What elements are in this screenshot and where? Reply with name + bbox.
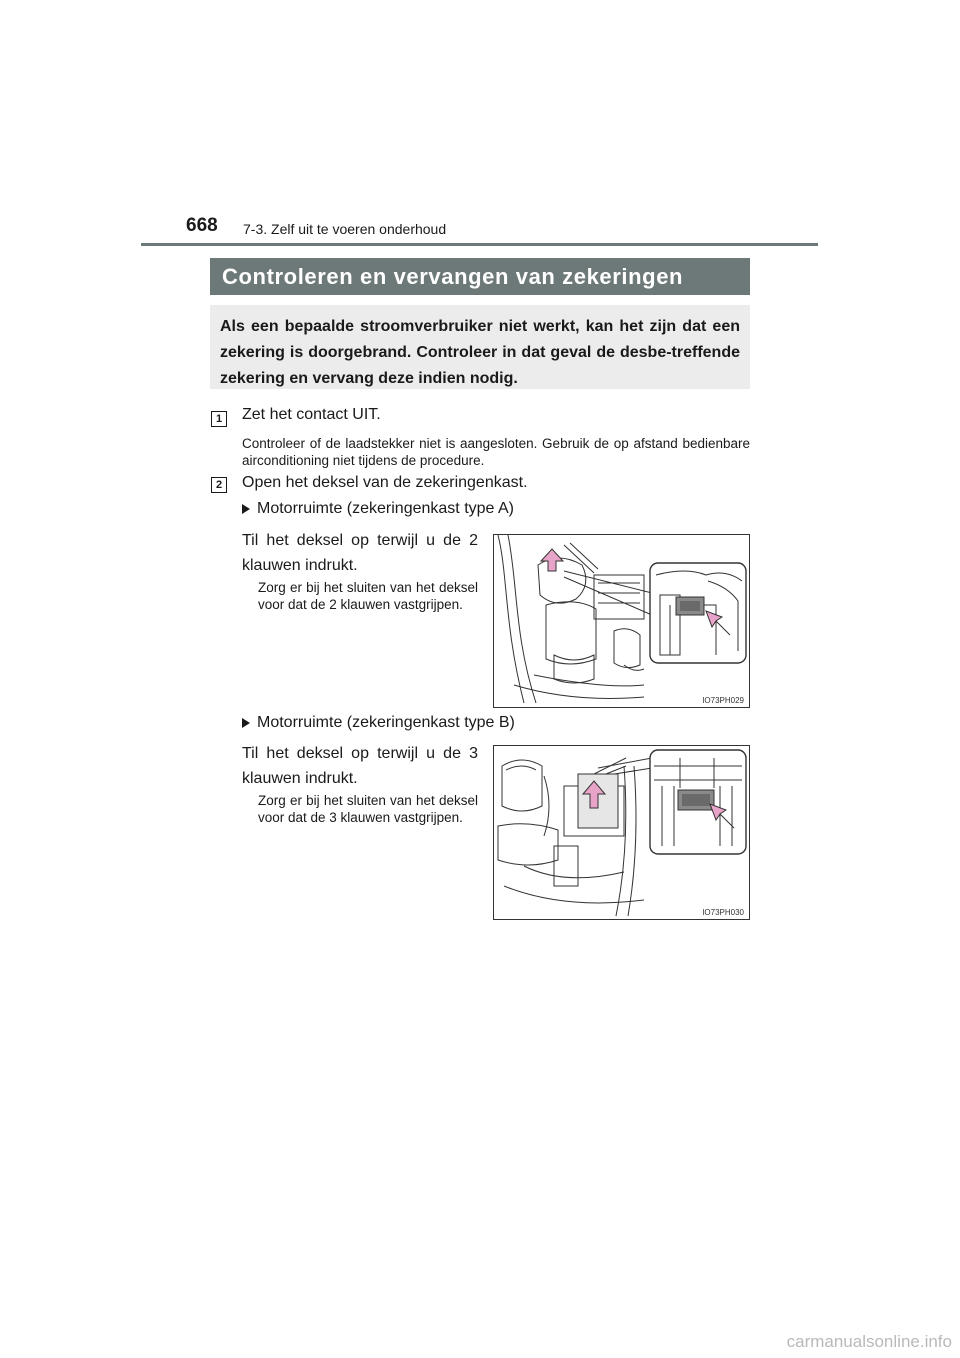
figure-fuse-box-a [493, 534, 750, 708]
instruction-b: Til het deksel op terwijl u de 3 klauwen indrukt. [242, 745, 478, 787]
header-divider [141, 243, 818, 246]
bullet-variant-a [242, 500, 514, 518]
bullet-label-b: Motorruimte (zekeringenkast type B) [257, 714, 515, 731]
watermark: carmanualsonline.info [786, 1332, 952, 1351]
step-number-2: 2 [211, 477, 227, 493]
triangle-bullet-icon [242, 718, 250, 728]
intro-box: Als een bepaalde stroomverbruiker niet werkt, kan het zijn dat een zekering is doorgebrand. Controleer in dat geval de desbe-treffende zekering en vervang deze indien nodig. [210, 305, 750, 389]
step-number-1: 1 [211, 411, 227, 427]
up-arrow-icon [541, 549, 563, 571]
step-note-1: Controleer of de laadstekker niet is aangesloten. Gebruik de op afstand bedienbare airconditioning niet tijdens de procedure. [242, 436, 750, 468]
instruction-a: Til het deksel op terwijl u de 2 klauwen indrukt. [242, 532, 478, 574]
step-text-2: Open het deksel van de zekeringenkast. [242, 474, 528, 491]
page-number: 668 [186, 215, 218, 236]
bullet-variant-b [242, 714, 515, 732]
triangle-bullet-icon [242, 504, 250, 514]
figure-fuse-box-b [493, 745, 750, 920]
section-title: Controleren en vervangen van zekeringen [210, 258, 750, 295]
bullet-label-a: Motorruimte (zekeringenkast type A) [257, 500, 514, 517]
note-a: Zorg er bij het sluiten van het deksel voor dat de 2 klauwen vastgrijpen. [258, 580, 478, 612]
engine-bay-illustration-a [494, 535, 749, 707]
figure-id-a: IO73PH029 [702, 696, 744, 705]
step-text-1: Zet het contact UIT. [242, 406, 381, 423]
note-b: Zorg er bij het sluiten van het deksel voor dat de 3 klauwen vastgrijpen. [258, 793, 478, 825]
figure-id-b: IO73PH030 [702, 908, 744, 917]
engine-bay-illustration-b [494, 746, 749, 919]
chapter-title: 7-3. Zelf uit te voeren onderhoud [243, 221, 447, 237]
